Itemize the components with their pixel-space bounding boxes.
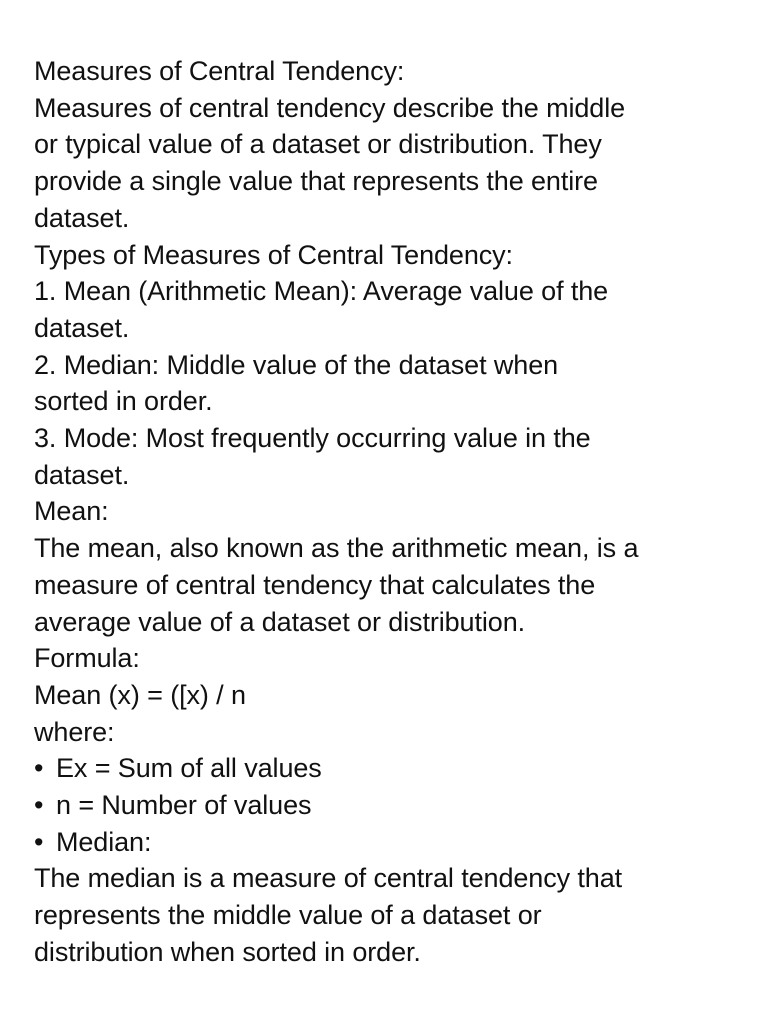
text-line: average value of a dataset or distribution. (34, 606, 526, 637)
text-line: measure of central tendency that calculates the (34, 569, 596, 600)
bullet-text: n = Number of values (56, 790, 312, 821)
bullet-item (34, 824, 744, 861)
text-line: dataset. (34, 312, 130, 343)
text-line: dataset. (34, 459, 130, 490)
bullet-icon: • (34, 790, 44, 821)
text-line: The median is a measure of central tendency that (34, 863, 623, 894)
text-line: sorted in order. (34, 386, 213, 417)
text-line: provide a single value that represents the entire (34, 166, 598, 197)
bullet-text: Median: (56, 826, 152, 857)
heading-measures-of-central-tendency: Measures of Central Tendency: (34, 56, 405, 86)
bullet-item (34, 787, 744, 824)
text-line: Measures of central tendency describe the middle (34, 92, 626, 123)
list-item-mode: 3. Mode: Most frequently occurring value in the (34, 423, 591, 454)
text-line: where: (34, 716, 115, 747)
formula-line: Mean (x) = ([x) / n (34, 679, 246, 710)
bullet-icon: • (34, 753, 44, 784)
heading-formula: Formula: (34, 643, 140, 674)
list-item-median: 2. Median: Middle value of the dataset when (34, 349, 559, 380)
text-line: The mean, also known as the arithmetic mean, is a (34, 533, 639, 564)
list-item-mean: 1. Mean (Arithmetic Mean): Average value of the (34, 276, 609, 307)
text-line: distribution when sorted in order. (34, 936, 421, 967)
bullet-text: Ex = Sum of all values (56, 753, 322, 784)
text-line: represents the middle value of a dataset or (34, 900, 542, 931)
heading-mean: Mean: (34, 496, 109, 527)
bullet-item (34, 750, 744, 787)
text-line: dataset. (34, 202, 130, 233)
text-line: or typical value of a dataset or distribution. They (34, 129, 602, 160)
heading-types-of-measures: Types of Measures of Central Tendency: (34, 239, 513, 270)
bullet-icon: • (34, 826, 44, 857)
note-text-body (34, 53, 744, 971)
